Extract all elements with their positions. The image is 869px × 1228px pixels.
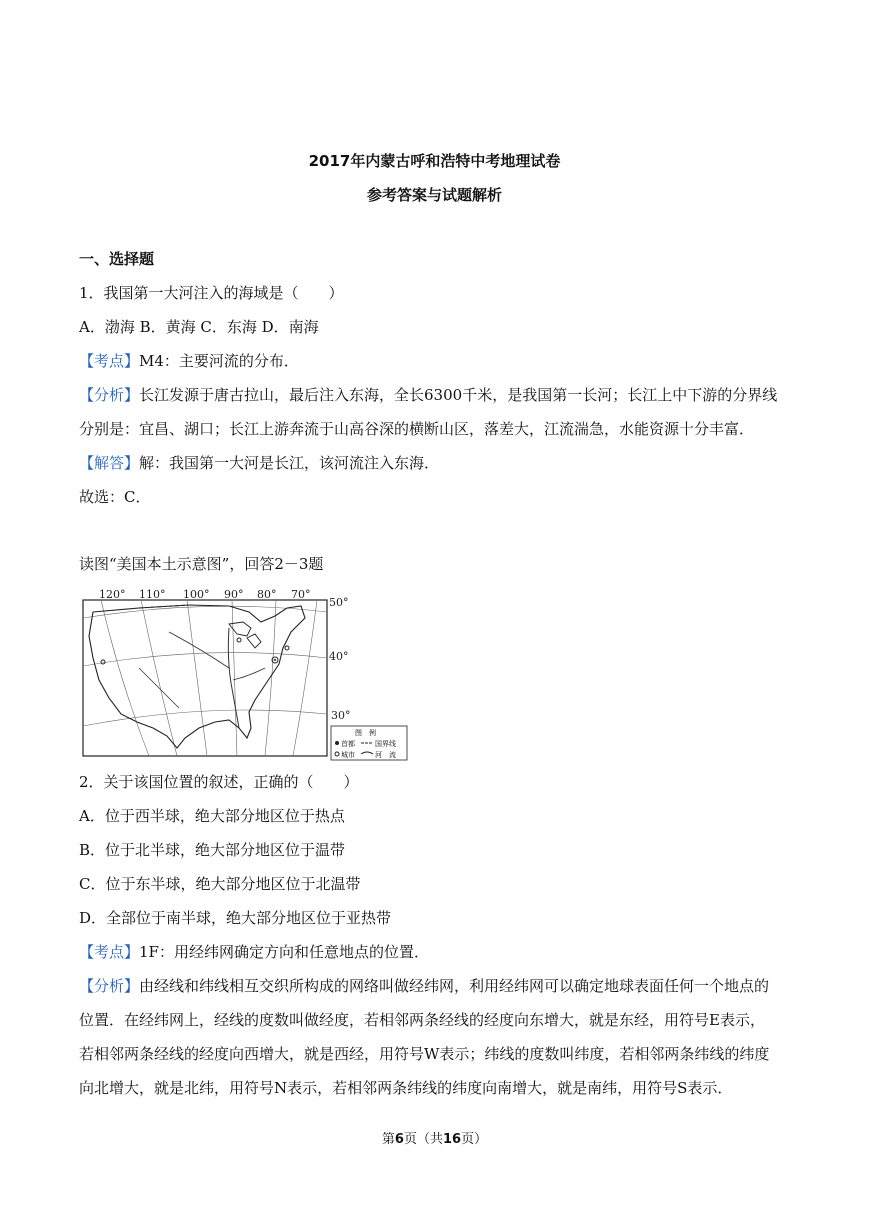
kaodian-tag: 【考点】 xyxy=(79,352,140,370)
lon-label: 90° xyxy=(224,588,244,601)
intro-2-3: 读图“美国本土示意图”，回答2－3题 xyxy=(79,555,324,573)
kaodian-tag: 【考点】 xyxy=(79,943,140,961)
jieda-text: 解：我国第一大河是长江，该河流注入东海． xyxy=(139,454,440,472)
q2-option-c: C．位于东半球，绝大部分地区位于北温带 xyxy=(79,875,361,893)
q2-option-a: A．位于西半球，绝大部分地区位于热点 xyxy=(79,807,345,825)
fenxi-tag: 【分析】 xyxy=(79,977,140,995)
q2-fenxi-line3: 若相邻两条经线的经度向西增大，就是西经，用符号W表示；纬线的度数叫纬度，若相邻两条纬线的纬度 xyxy=(79,1045,770,1063)
fenxi-text: 由经线和纬线相互交织所构成的网络叫做经纬网，利用经纬网可以确定地球表面任何一个地点的 xyxy=(139,977,770,995)
kaodian-text: M4：主要河流的分布． xyxy=(139,352,299,370)
fenxi-text: 长江发源于唐古拉山，最后注入东海，全长6300千米，是我国第一长河；长江上中下游的分界线 xyxy=(139,386,778,404)
legend-border: 国界线 xyxy=(375,740,396,748)
lat-label: 50° xyxy=(329,596,349,609)
q2-fenxi-line4: 向北增大，就是北纬，用符号N表示，若相邻两条纬线的纬度向南增大，就是南纬，用符号S表示． xyxy=(79,1079,733,1097)
lat-label: 30° xyxy=(331,709,351,722)
q2-kaodian xyxy=(79,942,794,962)
footer-suffix: 页） xyxy=(461,1132,488,1147)
q1-options: A．渤海 B．黄海 C．东海 D．南海 xyxy=(79,318,319,336)
q1-jieda xyxy=(79,453,794,473)
kaodian-text: 1F：用经纬网确定方向和任意地点的位置． xyxy=(139,943,429,961)
q1-answer: 故选：C． xyxy=(79,488,151,506)
lon-label: 100° xyxy=(183,588,210,601)
fenxi-tag: 【分析】 xyxy=(79,386,140,404)
legend-title: 图 例 xyxy=(355,729,376,737)
us-map-svg xyxy=(79,588,409,763)
lon-label: 70° xyxy=(291,588,311,601)
lon-label: 110° xyxy=(139,588,166,601)
q1-question: 1．我国第一大河注入的海域是（ ） xyxy=(79,284,344,302)
page-title: 2017年内蒙古呼和浩特中考地理试卷 xyxy=(308,152,561,170)
q2-fenxi xyxy=(79,976,794,996)
jieda-tag: 【解答】 xyxy=(79,454,140,472)
lon-label: 120° xyxy=(99,588,126,601)
lat-label: 40° xyxy=(329,650,349,663)
footer-prefix: 第 xyxy=(381,1132,395,1147)
legend-capital: 首都 xyxy=(341,740,355,748)
legend-river: 河 流 xyxy=(375,751,396,759)
q2-fenxi-line2: 位置．在经纬网上，经线的度数叫做经度，若相邻两条经线的经度向东增大，就是东经，用符号E表示， xyxy=(79,1011,765,1029)
map-legend xyxy=(331,726,407,760)
footer-page-number: 6 xyxy=(394,1132,404,1147)
q1-fenxi xyxy=(79,385,794,405)
q2-option-d: D．全部位于南半球，绝大部分地区位于亚热带 xyxy=(79,909,392,927)
section-heading: 一、选择题 xyxy=(79,250,155,268)
q2-option-b: B．位于北半球，绝大部分地区位于温带 xyxy=(79,841,346,859)
page-footer xyxy=(0,1128,869,1147)
footer-middle: 页（共 xyxy=(403,1132,443,1147)
legend-city: 城市 xyxy=(341,751,355,759)
footer-total-pages: 16 xyxy=(442,1132,462,1147)
lon-label: 80° xyxy=(257,588,277,601)
q2-question: 2．关于该国位置的叙述，正确的（ ） xyxy=(79,773,359,791)
q1-fenxi-line2: 分别是：宜昌、湖口；长江上游奔流于山高谷深的横断山区，落差大，江流湍急，水能资源十分丰富． xyxy=(79,420,755,438)
q1-kaodian xyxy=(79,351,794,371)
us-map-figure xyxy=(79,588,409,763)
page-subtitle: 参考答案与试题解析 xyxy=(366,186,502,204)
